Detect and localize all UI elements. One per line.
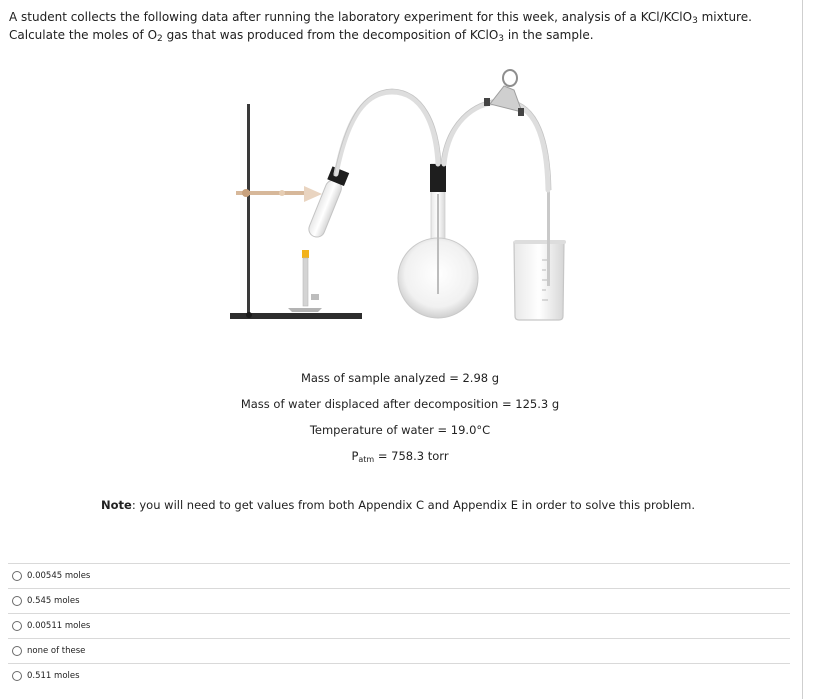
mass-sample-line: Mass of sample analyzed = 2.98 g — [300, 371, 500, 385]
radio-button[interactable] — [12, 596, 22, 606]
beaker — [514, 190, 566, 320]
answer-label: 0.545 moles — [27, 596, 80, 606]
answer-option[interactable] — [8, 563, 790, 588]
answer-option[interactable] — [8, 638, 790, 663]
page-right-border — [802, 0, 803, 699]
round-bottom-flask — [398, 164, 478, 318]
mass-water-line: Mass of water displaced after decomposition = 125.3 g — [240, 397, 560, 411]
ring-stand — [230, 104, 362, 319]
answer-option[interactable] — [8, 588, 790, 613]
answer-label: 0.00511 moles — [27, 621, 91, 631]
experiment-apparatus-image — [222, 64, 582, 326]
bunsen-burner — [288, 250, 322, 312]
answer-option[interactable] — [8, 663, 790, 688]
radio-button[interactable] — [12, 646, 22, 656]
answer-label: none of these — [27, 646, 86, 656]
temperature-line: Temperature of water = 19.0°C — [309, 423, 491, 437]
test-tube — [306, 166, 350, 240]
note-label: Note — [101, 498, 132, 512]
pinch-clamp — [484, 70, 524, 116]
answer-label: 0.511 moles — [27, 671, 80, 681]
radio-button[interactable] — [12, 671, 22, 681]
radio-button[interactable] — [12, 571, 22, 581]
answer-options — [8, 563, 790, 688]
answer-label: 0.00545 moles — [27, 571, 91, 581]
question-text: A student collects the following data after running the laboratory experiment for this week, analysis of a KCl/KClO$_3$ mixture. Calculate the moles of $O_2$ gas that was produced from the decomposition of KClO$_3$ in the sample. — [9, 10, 752, 44]
pressure-line: $P_{atm} = 758.3$ torr — [351, 449, 449, 464]
answer-option[interactable] — [8, 613, 790, 638]
radio-button[interactable] — [12, 621, 22, 631]
note-text: Note: you will need to get values from both Appendix C and Appendix E in order to solve this problem. — [101, 498, 695, 512]
